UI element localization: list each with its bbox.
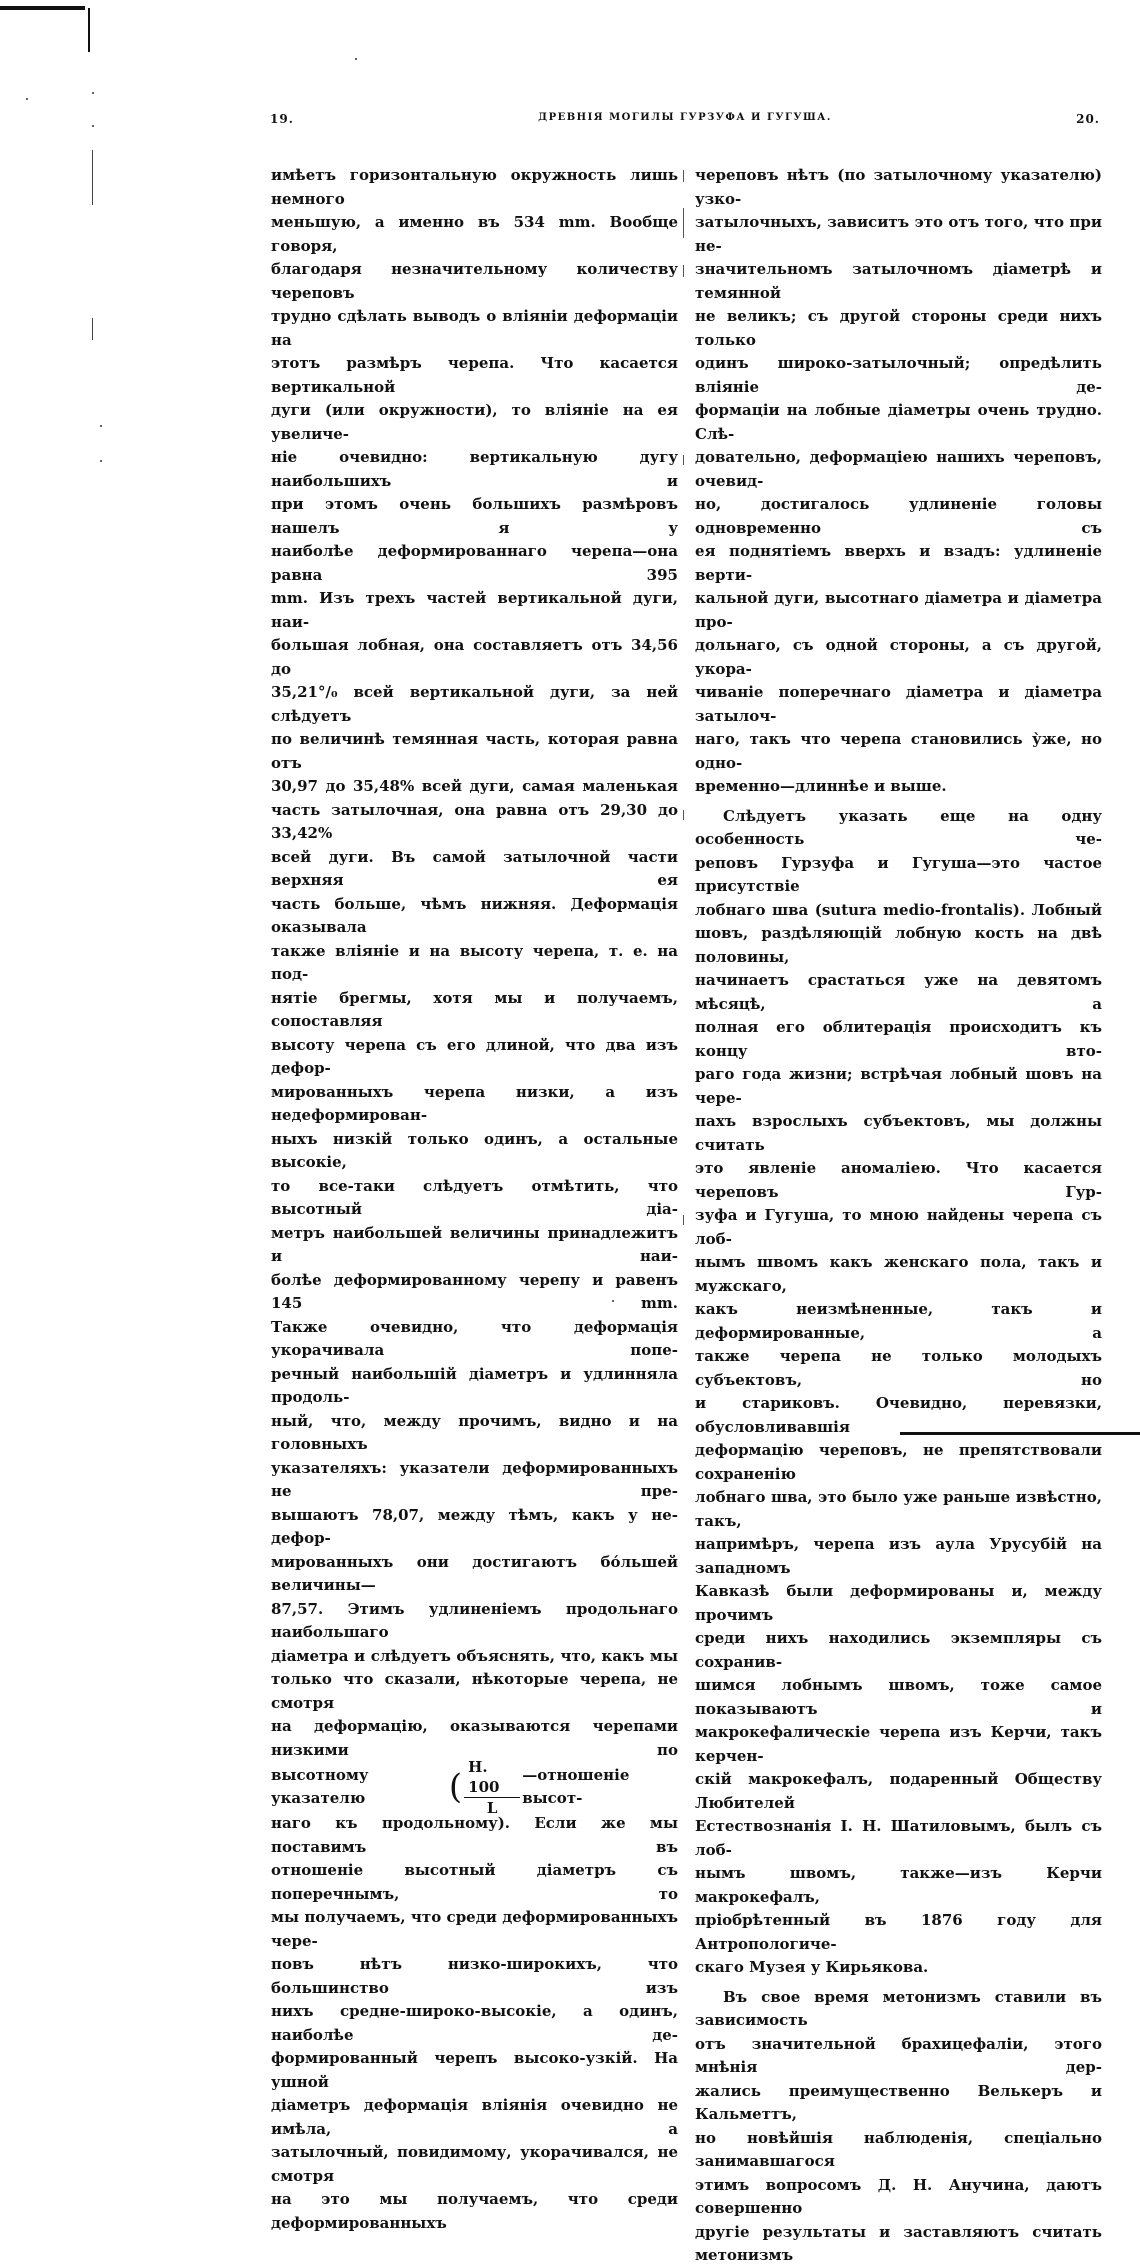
- text-line: затылочныхъ, зависитъ это отъ того, что при не-: [695, 213, 1102, 255]
- text-line: повъ нѣтъ низко-широкихъ, что большинство изъ: [271, 1955, 678, 1997]
- text-line: нятіе брегмы, хотя мы и получаемъ, сопоставляя: [271, 988, 678, 1030]
- text-line: ный, что, между прочимъ, видно и на головныхъ: [271, 1411, 678, 1453]
- gutter-mark: [683, 1215, 684, 1225]
- text-line: благодаря незначительному количеству череповъ: [271, 260, 678, 302]
- text-line: 30,97 до 35,48% всей дуги, самая маленькая: [271, 777, 678, 795]
- text-line: довательно, деформаціею нашихъ череповъ, очевид-: [695, 448, 1102, 490]
- text-line: начинаетъ срастаться уже на девятомъ мѣсяцѣ, а: [695, 971, 1102, 1013]
- text-line: большая лобная, она составляетъ отъ 34,56 до: [271, 636, 678, 678]
- text-line: діаметра и слѣдуетъ объяснять, что, какъ мы: [271, 1646, 678, 1665]
- text-line: этимъ вопросомъ Д. Н. Анучина, даютъ совершенно: [695, 2175, 1102, 2217]
- scan-speck: [92, 92, 94, 94]
- text-line: вышаютъ 78,07, между тѣмъ, какъ у не-дефор-: [271, 1505, 678, 1547]
- text-line: формированный черепъ высоко-узкій. На ушной: [271, 2049, 678, 2091]
- text-line: также черепа не только молодыхъ субъектовъ, но: [695, 1347, 1102, 1389]
- text-line: и стариковъ. Очевидно, перевязки, обусловливавшія: [695, 1394, 1102, 1436]
- text-line: по величинѣ темянная часть, которая равна отъ: [271, 730, 678, 772]
- paragraph-1: [695, 164, 1102, 799]
- text-line: указателяхъ: указатели деформированныхъ не пре-: [271, 1458, 678, 1500]
- text-line: 35,21°/₀ всей вертикальной дуги, за ней слѣдуетъ: [271, 683, 678, 725]
- gutter-mark: [683, 455, 684, 465]
- text-line: не великъ; съ другой стороны среди нихъ только: [695, 307, 1102, 349]
- formula-lead-text: высотному указателю: [271, 1765, 369, 1807]
- page-number-right: 20.: [1076, 112, 1100, 126]
- text-line: высоту черепа съ его длиной, что два изъ дефор-: [271, 1035, 678, 1077]
- text-line: ныхъ низкій только одинъ, а остальные высокіе,: [271, 1129, 678, 1171]
- scan-edge-line: [92, 318, 93, 340]
- gutter-mark: [683, 810, 684, 820]
- scan-speck: [355, 58, 357, 60]
- left-text-top: [271, 164, 678, 1762]
- paragraph-3: [695, 1986, 1102, 2268]
- text-line: Также очевидно, что деформація укорачивала попе-: [271, 1317, 678, 1359]
- text-line: нихъ средне-широко-высокіе, а одинъ, наиболѣе де-: [271, 2002, 678, 2044]
- scan-corner-mark: [0, 6, 85, 10]
- text-line: мы получаемъ, что среди деформированныхъ чере-: [271, 1908, 678, 1950]
- running-title: ДРЕВНІЯ МОГИЛЫ ГУРЗУФА И ГУГУША.: [538, 112, 832, 123]
- scan-speck: [26, 98, 28, 100]
- running-header: [270, 112, 1100, 132]
- text-line: лобнаго шва, это было уже раньше извѣстно, такъ,: [695, 1488, 1102, 1530]
- text-line: пріобрѣтенный въ 1876 году для Антропологиче-: [695, 1911, 1102, 1953]
- text-line: макрокефалическіе черепа изъ Керчи, такъ керчен-: [695, 1723, 1102, 1765]
- text-line: дольнаго, съ одной стороны, а съ другой, укора-: [695, 636, 1102, 678]
- text-line: какъ неизмѣненные, такъ и деформированные, а: [695, 1300, 1102, 1342]
- text-line: имѣетъ горизонтальную окружность лишь немного: [271, 166, 678, 208]
- text-line: мированныхъ они достигаютъ бо́льшей величины—: [271, 1552, 678, 1594]
- scan-speck: [92, 125, 94, 127]
- paragraph-2: [695, 805, 1102, 1980]
- text-line: напримѣръ, черепа изъ аула Урусубій на западномъ: [695, 1535, 1102, 1577]
- text-line: нымъ швомъ, также—изъ Керчи макрокефалъ,: [695, 1864, 1102, 1906]
- text-line: Кавказѣ были деформированы и, между прочимъ: [695, 1582, 1102, 1624]
- formula-trail-text: —отношеніе высот-: [522, 1765, 630, 1807]
- text-line: наиболѣе деформированнаго черепа—она равна 395: [271, 542, 678, 584]
- text-line: Слѣдуетъ указать еще на одну особенность че-: [695, 806, 1102, 848]
- text-line: деформацію череповъ, не препятствовали сохраненію: [695, 1441, 1102, 1483]
- text-line: только что сказали, нѣкоторые черепа, не смотря: [271, 1670, 678, 1712]
- text-line: жались преимущественно Велькеръ и Кальметтъ,: [695, 2081, 1102, 2123]
- formula-open-paren: (: [448, 1767, 463, 1807]
- text-line: нымъ швомъ какъ женскаго пола, такъ и мужскаго,: [695, 1253, 1102, 1295]
- text-line: при этомъ очень большихъ размѣровъ нашелъ я у: [271, 495, 678, 537]
- text-line: часть затылочная, она равна отъ 29,30 до 33,42%: [271, 800, 678, 842]
- gutter-mark: [683, 208, 684, 238]
- text-line: зуфа и Гугуша, то мною найдены черепа съ лоб-: [695, 1206, 1102, 1248]
- scan-speck: [100, 425, 102, 427]
- text-line: другіе результаты и заставляютъ считать метонизмъ: [695, 2222, 1102, 2264]
- text-line: скаго Музея у Кирьякова.: [695, 1958, 929, 1976]
- text-line: раго года жизни; встрѣчая лобный шовъ на чере-: [695, 1065, 1102, 1107]
- text-line: это явленіе аномаліею. Что касается череповъ Гур-: [695, 1159, 1102, 1201]
- scan-speck: [100, 460, 102, 462]
- text-line: Естествознанія І. Н. Шатиловымъ, былъ съ лоб-: [695, 1817, 1102, 1859]
- text-line: но, достигалось удлиненіе головы одновременно съ: [695, 495, 1102, 537]
- text-line: 87,57. Этимъ удлиненіемъ продольнаго наибольшаго: [271, 1599, 678, 1641]
- text-line: скій макрокефалъ, подаренный Обществу Любителей: [695, 1770, 1102, 1812]
- formula-line: [271, 1757, 678, 1817]
- text-line: на это мы получаемъ, что среди деформированныхъ: [271, 2190, 678, 2232]
- text-line: также вліяніе и на высоту черепа, т. е. на под-: [271, 941, 678, 983]
- text-line: череповъ нѣтъ (по затылочному указателю) узко-: [695, 166, 1102, 208]
- text-line: ея поднятіемъ вверхъ и взадъ: удлиненіе верти-: [695, 542, 1102, 584]
- text-line: затылочный, повидимому, укорачивался, не смотря: [271, 2143, 678, 2185]
- text-line: діаметръ деформація вліянія очевидно не имѣла, а: [271, 2096, 678, 2138]
- text-line: пахъ взрослыхъ субъектовъ, мы должны считать: [695, 1112, 1102, 1154]
- text-line: мированныхъ черепа низки, а изъ недеформирован-: [271, 1082, 678, 1124]
- text-line: одинъ широко-затылочный; опредѣлить вліяніе де-: [695, 354, 1102, 396]
- text-line: временно—длиннѣе и выше.: [695, 777, 947, 795]
- left-column: [271, 164, 678, 2235]
- text-line: ніе очевидно: вертикальную дугу наибольшихъ и: [271, 448, 678, 490]
- scan-edge-line: [92, 150, 93, 205]
- text-line: на деформацію, оказываются черепами низкими по: [271, 1717, 678, 1759]
- text-line: меньшую, а именно въ 534 mm. Вообще говоря,: [271, 213, 678, 255]
- scan-edge-line: [88, 8, 90, 52]
- text-line: формаціи на лобные діаметры очень трудно. Слѣ-: [695, 401, 1102, 443]
- text-line: кальной дуги, высотнаго діаметра и діаметра про-: [695, 589, 1102, 631]
- text-line: всей дуги. Въ самой затылочной части верхняя ея: [271, 847, 678, 889]
- text-line: отъ значительной брахицефаліи, этого мнѣнія дер-: [695, 2034, 1102, 2076]
- fraction-denominator: L: [486, 1798, 498, 1817]
- text-line: трудно сдѣлать выводъ о вліяніи деформаціи на: [271, 307, 678, 349]
- text-line: речный наибольшій діаметръ и удлинняла продоль-: [271, 1364, 678, 1406]
- text-line: лобнаго шва (sutura medio-frontalis). Лобный: [695, 900, 1102, 919]
- text-line: то все-таки слѣдуетъ отмѣтить, что высотный діа-: [271, 1176, 678, 1218]
- text-line: mm. Изъ трехъ частей вертикальной дуги, наи-: [271, 589, 678, 631]
- text-line: но новѣйшія наблюденія, спеціально занимавшагося: [695, 2128, 1102, 2170]
- text-line: часть больше, чѣмъ нижняя. Деформація оказывала: [271, 894, 678, 936]
- text-line: метръ наибольшей величины принадлежитъ и наи-: [271, 1223, 678, 1265]
- text-line: Въ свое время метонизмъ ставили въ зависимость: [695, 1987, 1102, 2029]
- text-line: наго, такъ что черепа становились у̀же, но одно-: [695, 730, 1102, 772]
- right-column: [695, 164, 1102, 2268]
- text-line: дуги (или окружности), то вліяніе на ея увеличе-: [271, 401, 678, 443]
- text-line: наго къ продольному). Если же мы поставимъ въ: [271, 1814, 678, 1856]
- fraction-numerator: H. 100: [464, 1757, 520, 1798]
- text-line: болѣе деформированному черепу и равенъ 145 mm.: [271, 1270, 678, 1312]
- text-line: отношеніе высотный діаметръ съ поперечнымъ, то: [271, 1861, 678, 1903]
- gutter-mark: [683, 170, 684, 182]
- text-line: чиваніе поперечнаго діаметра и діаметра затылоч-: [695, 683, 1102, 725]
- page-number-left: 19.: [270, 112, 294, 126]
- text-line: значительномъ затылочномъ діаметрѣ и темянной: [695, 260, 1102, 302]
- text-line: шовъ, раздѣляющій лобную кость на двѣ половины,: [695, 924, 1102, 966]
- text-line: этотъ размѣръ черепа. Что касается вертикальной: [271, 354, 678, 396]
- left-text-bottom: [271, 1812, 678, 2235]
- text-line: среди нихъ находились экземпляры съ сохранив-: [695, 1629, 1102, 1671]
- height-index-fraction: [464, 1757, 520, 1818]
- gutter-mark: [683, 265, 684, 277]
- text-line: реповъ Гурзуфа и Гугуша—это частое присутствіе: [695, 853, 1102, 895]
- text-line: полная его облитерація происходитъ къ концу вто-: [695, 1018, 1102, 1060]
- text-line: шимся лобнымъ швомъ, тоже самое показываютъ и: [695, 1676, 1102, 1718]
